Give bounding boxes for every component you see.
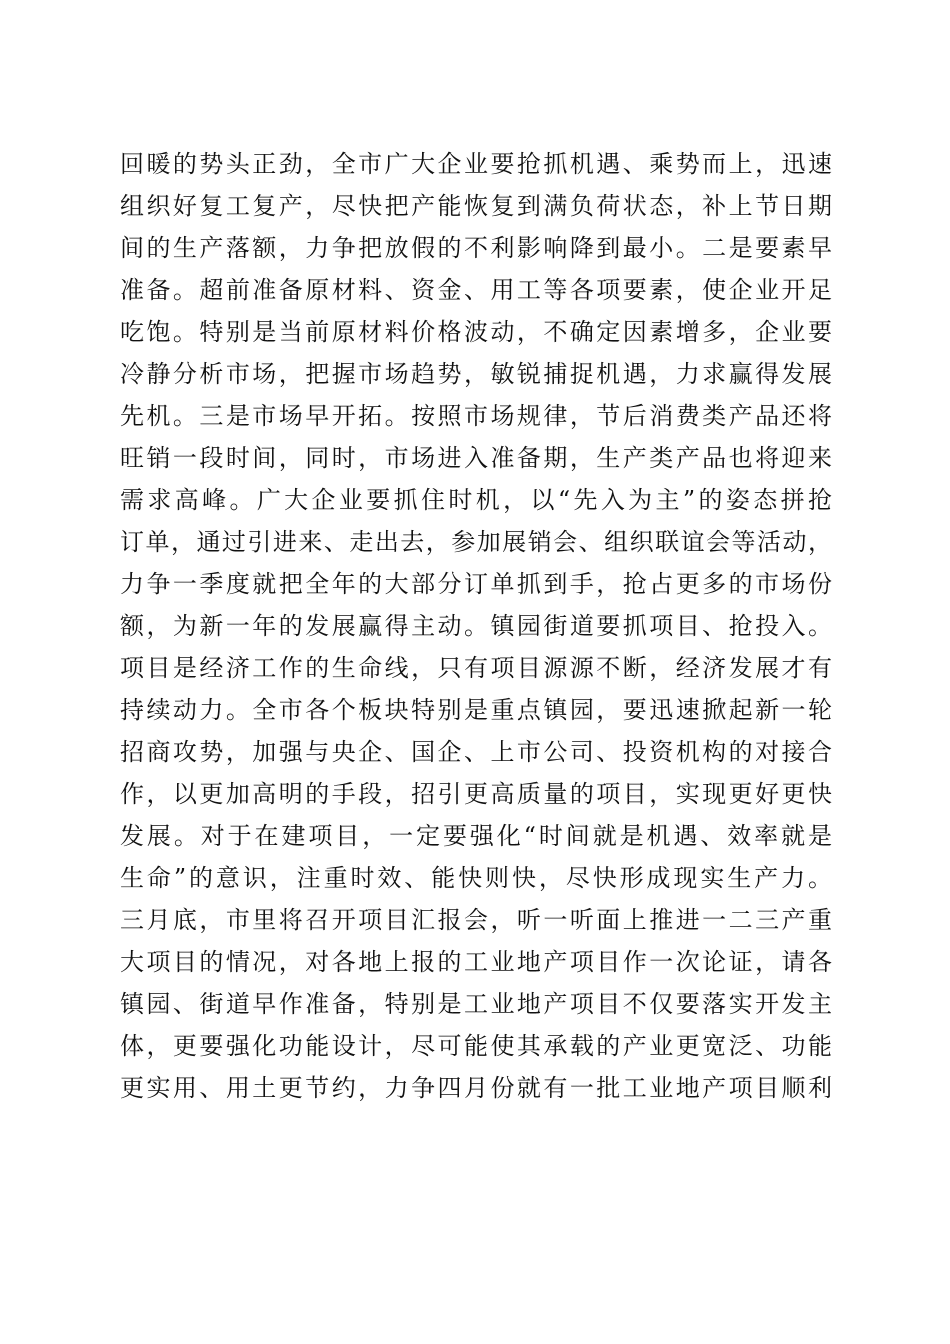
text-line: 吃饱。特别是当前原材料价格波动，不确定因素增多，企业要 [120,318,832,346]
text-line: 更实用、用土更节约，力争四月份就有一批工业地产项目顺利 [120,1074,832,1102]
text-line: 生命”的意识，注重时效、能快则快，尽快形成现实生产力。 [120,864,832,892]
text-line: 镇园、街道早作准备，特别是工业地产项目不仅要落实开发主 [120,990,832,1018]
text-line: 旺销一段时间，同时，市场进入准备期，生产类产品也将迎来 [120,444,832,472]
text-line: 需求高峰。广大企业要抓住时机，以“先入为主”的姿态拼抢 [120,486,832,514]
body-paragraph [120,143,832,1109]
text-line: 先机。三是市场早开拓。按照市场规律，节后消费类产品还将 [120,402,832,430]
text-line: 额，为新一年的发展赢得主动。镇园街道要抓项目、抢投入。 [120,612,832,640]
text-line: 订单，通过引进来、走出去，参加展销会、组织联谊会等活动， [120,528,832,556]
text-line: 持续动力。全市各个板块特别是重点镇园，要迅速掀起新一轮 [120,696,832,724]
text-line: 大项目的情况，对各地上报的工业地产项目作一次论证，请各 [120,948,832,976]
text-line: 作，以更加高明的手段，招引更高质量的项目，实现更好更快 [120,780,832,808]
text-line: 项目是经济工作的生命线，只有项目源源不断，经济发展才有 [120,654,832,682]
text-line: 招商攻势，加强与央企、国企、上市公司、投资机构的对接合 [120,738,832,766]
text-line: 冷静分析市场，把握市场趋势，敏锐捕捉机遇，力求赢得发展 [120,360,832,388]
text-line: 力争一季度就把全年的大部分订单抓到手，抢占更多的市场份 [120,570,832,598]
text-line: 组织好复工复产，尽快把产能恢复到满负荷状态，补上节日期 [120,192,832,220]
text-line: 准备。超前准备原材料、资金、用工等各项要素，使企业开足 [120,276,832,304]
text-line: 体，更要强化功能设计，尽可能使其承载的产业更宽泛、功能 [120,1032,832,1060]
text-line: 间的生产落额，力争把放假的不利影响降到最小。二是要素早 [120,234,832,262]
text-line: 发展。对于在建项目，一定要强化“时间就是机遇、效率就是 [120,822,832,850]
text-line: 三月底，市里将召开项目汇报会，听一听面上推进一二三产重 [120,906,832,934]
text-line: 回暖的势头正劲，全市广大企业要抢抓机遇、乘势而上，迅速 [120,150,832,178]
